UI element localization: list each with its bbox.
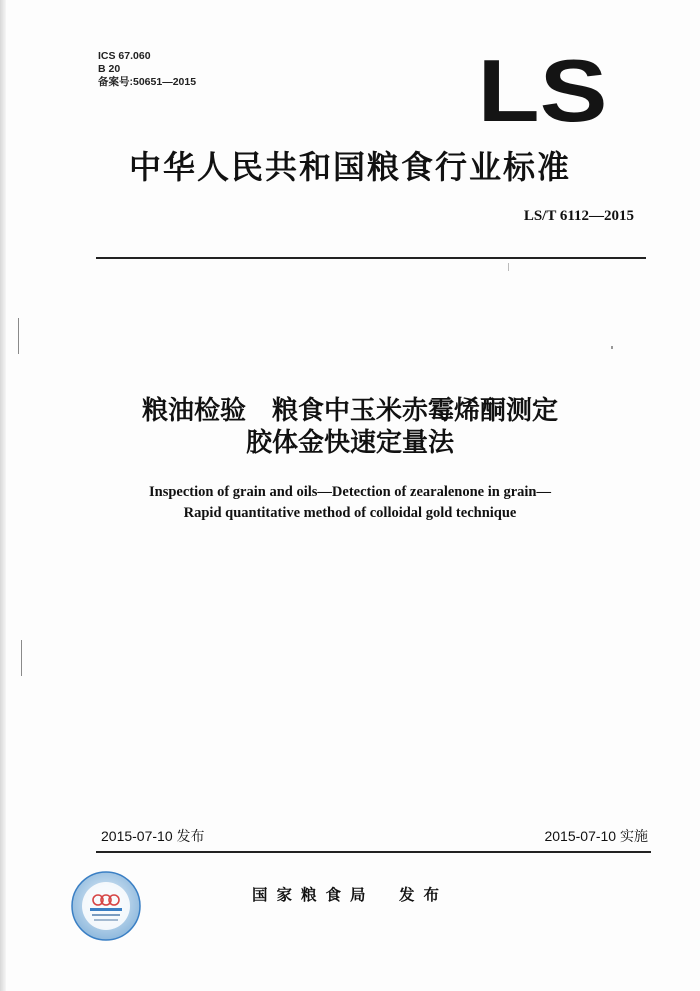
chinese-title-line-1: 粮油检验 粮食中玉米赤霉烯酮测定 [141, 396, 558, 426]
scan-mark [18, 318, 19, 354]
footer-divider [96, 851, 651, 853]
ls-logo-text: LS [477, 55, 608, 125]
scan-mark [508, 263, 509, 271]
classification-block [98, 50, 196, 89]
implementation-date: 2015-07-10 实施 [544, 828, 648, 844]
publisher: 国家粮食局 发布 [251, 886, 448, 904]
english-title-line-2: Rapid quantitative method of colloidal gold technique [183, 505, 517, 521]
standard-category-title: 中华人民共和国粮食行业标准 [128, 148, 571, 186]
scan-speck [611, 346, 613, 349]
english-title-line-1: Inspection of grain and oils—Detection of zearalenone in grain— [149, 484, 551, 500]
issue-date: 2015-07-10 发布 [101, 828, 205, 844]
record-number: 备案号:50651—2015 [98, 76, 197, 88]
scan-mark [21, 640, 22, 676]
ls-logo [476, 55, 609, 125]
standard-code: LS/T 6112—2015 [523, 208, 634, 224]
header-divider [96, 257, 646, 259]
chinese-title-line-2: 胶体金快速定量法 [245, 428, 454, 458]
ics-code: ICS 67.060 [98, 50, 151, 62]
anti-counterfeit-seal-icon [70, 870, 142, 942]
ccs-code: B 20 [98, 63, 121, 75]
